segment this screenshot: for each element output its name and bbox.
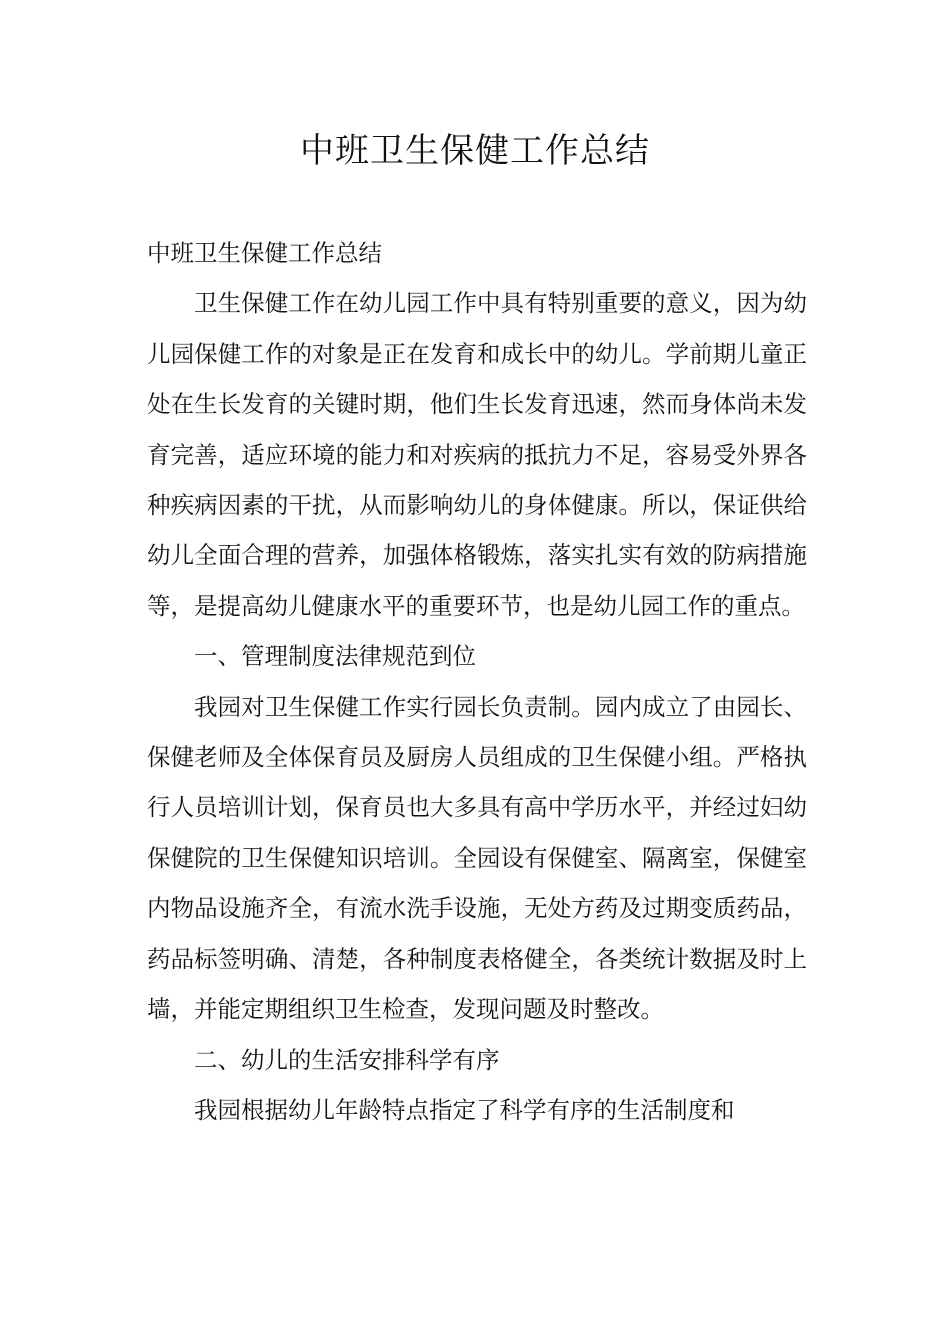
section-heading-management: 一、管理制度法律规范到位	[194, 642, 476, 671]
paragraph-daily-life: 我园根据幼儿年龄特点指定了科学有序的生活制度和	[194, 1095, 735, 1124]
paragraph-intro: 卫生保健工作在幼儿园工作中具有特别重要的意义，因为幼儿园保健工作的对象是正在发育和成长中的幼儿。学前期儿童正处在生长发育的关键时期，他们生长发育迅速，然而身体尚未发育完善，适应环境的能力和对疾病的抵抗力不足，容易受外界各种疾病因素的干扰，从而影响幼儿的身体健康。所以，保证供给幼儿全面合理的营养，加强体格锻炼，落实扎实有效的防病措施等，是提高幼儿健康水平的重要环节，也是幼儿园工作的重点。	[147, 289, 807, 620]
paragraph-management: 我园对卫生保健工作实行园长负责制。园内成立了由园长、保健老师及全体保育员及厨房人员组成的卫生保健小组。严格执行人员培训计划，保育员也大多具有高中学历水平，并经过妇幼保健院的卫生保健知识培训。全园设有保健室、隔离室，保健室内物品设施齐全，有流水洗手设施，无处方药及过期变质药品，药品标签明确、清楚，各种制度表格健全，各类统计数据及时上墙，并能定期组织卫生检查，发现问题及时整改。	[147, 692, 807, 1024]
document-subtitle: 中班卫生保健工作总结	[147, 239, 382, 267]
section-heading-daily-life: 二、幼儿的生活安排科学有序	[194, 1045, 500, 1074]
document-title: 中班卫生保健工作总结	[300, 131, 650, 171]
document-body	[147, 228, 807, 1135]
